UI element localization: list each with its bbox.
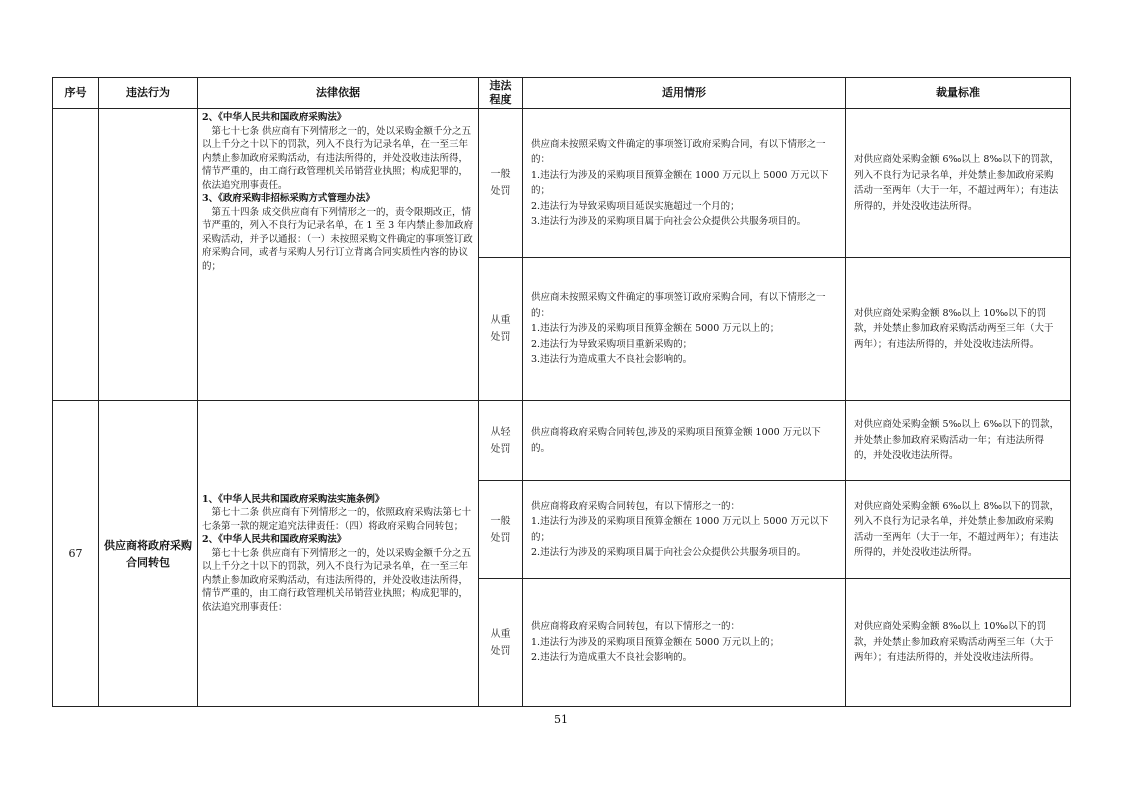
standard-text: 对供应商处采购金额 8‰以上 10‰以下的罚款，并处禁止参加政府采购活动两至三年（大于两年）；有违法所得的，并处没收违法所得。 — [854, 621, 1054, 664]
standard-cell — [846, 258, 1071, 401]
law-article: 第七十二条 供应商有下列情形之一的，依照政府采购法第七十七条第一款的规定追究法律责任：（四）将政府采购合同转包； — [202, 507, 472, 532]
row-number-cell: 67 — [53, 401, 99, 707]
law-basis-cell — [198, 109, 479, 401]
header-standard: 裁量标准 — [846, 78, 1071, 109]
situation-cell — [523, 109, 846, 258]
standard-cell — [846, 579, 1071, 707]
page-number: 51 — [554, 713, 568, 726]
degree-label: 从重 处罚 — [490, 315, 511, 343]
standard-text: 对供应商处采购金额 6‰以上 8‰以下的罚款，列入不良行为记录名单，并处禁止参加政府采购活动一至两年（大于一年，不超过两年）；有违法所得的，并处没收违法所得。 — [854, 500, 1060, 558]
standard-cell — [846, 481, 1071, 579]
table-row — [53, 109, 1071, 258]
law-article: 第七十七条 供应商有下列情形之一的，处以采购金额千分之五以上千分之十以下的罚款，列入不良行为记录名单，在一至三年内禁止参加政府采购活动，有违法所得的，并处没收违法所得，情节严重的，由工商行政管理机关吊销营业执照；构成犯罪的，依法追究刑事责任： — [202, 547, 472, 613]
act-cell: 供应商将政府采购合同转包 — [99, 401, 198, 707]
degree-label: 从轻 处罚 — [490, 426, 511, 455]
degree-label: 一般 处罚 — [490, 169, 511, 197]
standard-text: 对供应商处采购金额 6‰以上 8‰以下的罚款，列入不良行为记录名单，并处禁止参加政府采购活动一至两年（大于一年，不超过两年）；有违法所得的，并处没收违法所得。 — [854, 154, 1060, 212]
degree-cell — [479, 109, 523, 258]
standard-text: 对供应商处采购金额 5‰以上 6‰以下的罚款，并处禁止参加政府采购活动一年；有违法所得的，并处没收违法所得。 — [854, 419, 1060, 462]
situation-cell — [523, 481, 846, 579]
law-article: 第五十四条 成交供应商有下列情形之一的，责令限期改正，情节严重的，列入不良行为记录名单，在 1 至 3 年内禁止参加政府采购活动，并予以通报：（一）未按照采购文件确定的事项签订政府采购合同，或者与采购人另行订立背离合同实质性内容的协议的； — [202, 206, 474, 272]
situation-text: 供应商未按照采购文件确定的事项签订政府采购合同，有以下情形之一的： 1.违法行为涉及的采购项目预算金额在 5000 万元以上的； 2.违法行为导致采购项目重新采购的； 3.违法行为造成重大不良社会影响的。 — [531, 292, 826, 366]
law-article: 第七十七条 供应商有下列情形之一的，处以采购金额千分之五以上千分之十以下的罚款，列入不良行为记录名单，在一至三年内禁止参加政府采购活动，有违法所得的，并处没收违法所得，情节严重的，由工商行政管理机关吊销营业执照；构成犯罪的，依法追究刑事责任。 — [202, 125, 472, 191]
situation-text: 供应商将政府采购合同转包，有以下情形之一的： 1.违法行为涉及的采购项目预算金额在 5000 万元以上的； 2.违法行为造成重大不良社会影响的。 — [531, 621, 780, 664]
header-degree: 违法 程度 — [479, 78, 523, 109]
situation-cell — [523, 258, 846, 401]
penalty-table — [52, 77, 1071, 707]
standard-cell — [846, 401, 1071, 481]
act-cell — [99, 109, 198, 401]
table-row — [53, 401, 1071, 481]
law-title: 1、《中华人民共和国政府采购法实施条例》 — [202, 493, 385, 505]
law-basis-cell — [198, 401, 479, 707]
header-act: 违法行为 — [99, 78, 198, 109]
situation-text: 供应商将政府采购合同转包,涉及的采购项目预算金额 1000 万元以下的。 — [531, 427, 821, 454]
law-title: 2、《中华人民共和国政府采购法》 — [202, 112, 347, 123]
header-row — [53, 78, 1071, 109]
row-number-cell — [53, 109, 99, 401]
law-title: 2、《中华人民共和国政府采购法》 — [202, 534, 347, 546]
situation-cell — [523, 401, 846, 481]
standard-cell — [846, 109, 1071, 258]
situation-cell — [523, 579, 846, 707]
header-situation: 适用情形 — [523, 78, 846, 109]
degree-cell — [479, 258, 523, 401]
law-title: 3、《政府采购非招标采购方式管理办法》 — [202, 193, 375, 204]
situation-text: 供应商未按照采购文件确定的事项签订政府采购合同，有以下情形之一的： 1.违法行为涉及的采购项目预算金额在 1000 万元以上 5000 万元以下的； 2.违法行为导致采购项目延误实施超过一个月的； 3.违法行为涉及的采购项目属于向社会公众提供公共服务项目的。 — [531, 138, 829, 227]
degree-label: 一般 处罚 — [490, 515, 511, 544]
degree-cell — [479, 401, 523, 481]
situation-text: 供应商将政府采购合同转包，有以下情形之一的： 1.违法行为涉及的采购项目预算金额在 1000 万元以上 5000 万元以下的； 2.违法行为涉及的采购项目属于向社会公众提供公共服务项目的。 — [531, 500, 829, 558]
standard-text: 对供应商处采购金额 8‰以上 10‰以下的罚款，并处禁止参加政府采购活动两至三年（大于两年）；有违法所得的，并处没收违法所得。 — [854, 307, 1054, 350]
header-number: 序号 — [53, 78, 99, 109]
degree-cell — [479, 579, 523, 707]
degree-label: 从重 处罚 — [490, 628, 511, 657]
degree-cell — [479, 481, 523, 579]
header-law: 法律依据 — [198, 78, 479, 109]
